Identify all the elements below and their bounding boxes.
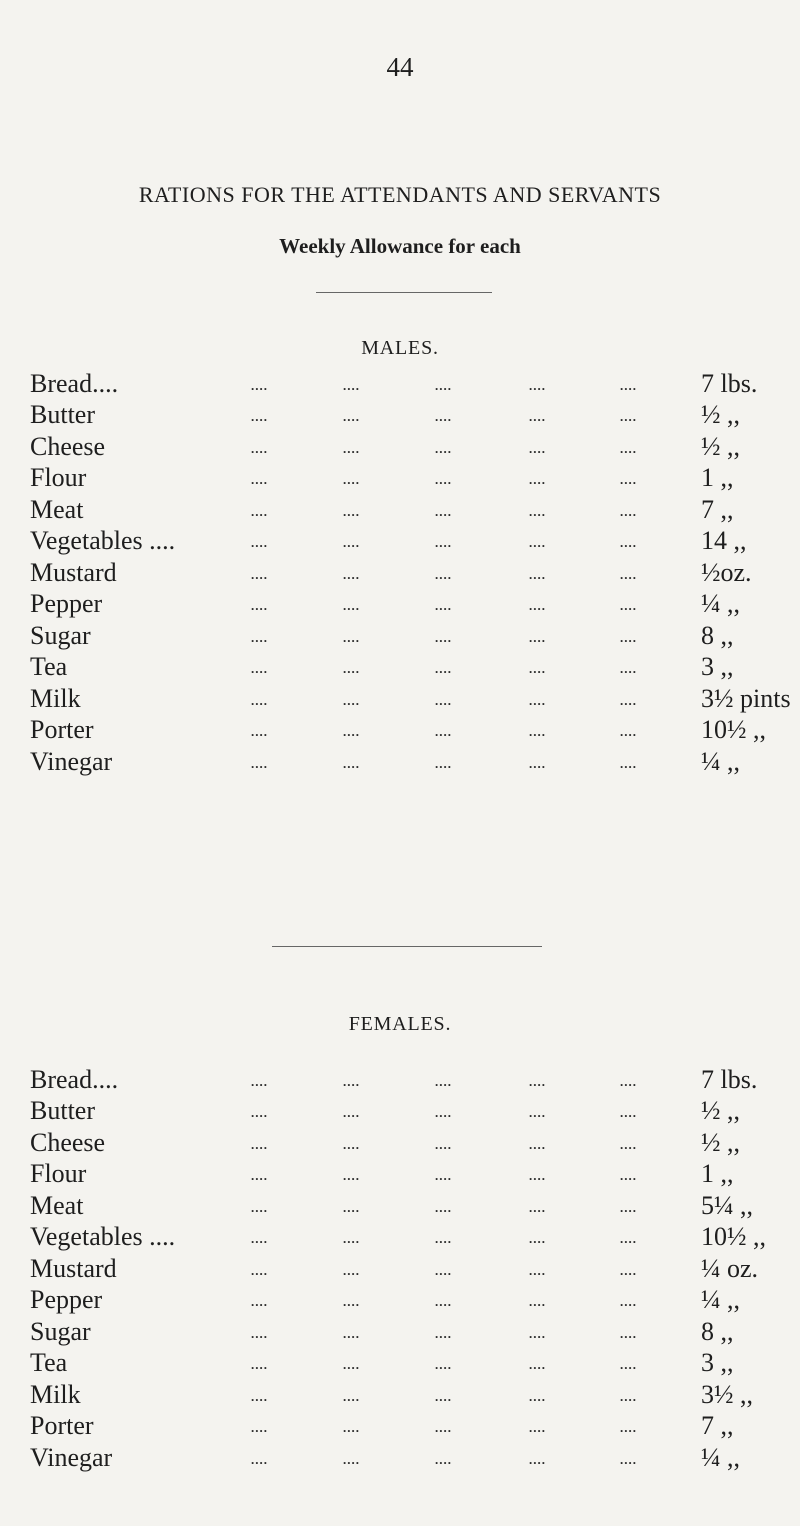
ration-row [30,1066,800,1098]
dot-leader: .... [620,661,637,676]
dot-leader: .... [251,598,268,613]
dot-leader: .... [435,692,452,708]
page-title: RATIONS FOR THE ATTENDANTS AND SERVANTS [138,182,662,207]
dot-leader: .... [529,629,546,645]
dot-leader: .... [343,1262,360,1278]
dot-leader: .... [620,1168,637,1183]
ration-row [30,1381,800,1413]
dot-leader: .... [435,503,452,519]
dot-leader: .... [529,661,546,676]
ration-row [30,465,800,497]
dot-leader: .... [529,1388,546,1404]
dot-leader: .... [251,440,268,456]
ration-quantity: ½ ,, [701,400,740,429]
dot-leader: .... [435,1073,452,1089]
dot-leader: .... [529,377,546,393]
ration-item: Butter [30,1096,95,1125]
ration-row [30,1192,800,1224]
dot-leader: .... [435,1199,452,1215]
dot-leader: .... [435,1325,452,1341]
ration-row [30,1413,800,1445]
ration-item: Mustard [30,557,117,587]
dot-leader: .... [343,1325,360,1341]
dot-leader: .... [343,440,360,456]
dot-leader: .... [343,503,360,519]
dot-leader: .... [435,1420,452,1435]
dot-leader: .... [620,535,637,550]
ration-quantity: 7 ,, [701,494,734,524]
dot-leader: .... [529,566,546,582]
dot-leader: .... [435,755,452,771]
dot-leader: .... [529,1262,546,1278]
dot-leader: .... [343,1168,360,1183]
ration-quantity: ½ ,, [701,431,740,461]
males-heading: MALES. [361,337,439,359]
dot-leader: .... [251,535,268,550]
dot-leader: .... [343,661,360,676]
dot-leader: .... [251,692,268,708]
dot-leader: .... [529,1231,546,1246]
dot-leader: .... [620,1357,637,1372]
dot-leader: .... [620,440,637,456]
ration-quantity: 3 ,, [701,652,734,681]
dot-leader: .... [529,1168,546,1183]
dot-leader: .... [620,1388,637,1404]
ration-quantity: ¼ ,, [701,1285,740,1314]
ration-row [30,622,800,654]
dot-leader: .... [343,724,360,739]
dot-leader: .... [251,1105,268,1120]
divider-rule [316,292,492,293]
dot-leader: .... [529,1420,546,1435]
dot-leader: .... [435,1262,452,1278]
dot-leader: .... [251,1294,268,1309]
dot-leader: .... [343,1199,360,1215]
dot-leader: .... [529,1325,546,1341]
dot-leader: .... [251,1199,268,1215]
ration-row [30,717,800,749]
dot-leader: .... [435,535,452,550]
dot-leader: .... [529,1294,546,1309]
ration-quantity: ¼ ,, [701,746,740,776]
dot-leader: .... [620,1073,637,1089]
ration-quantity: 3 ,, [701,1348,734,1377]
dot-leader: .... [620,503,637,519]
dot-leader: .... [343,598,360,613]
ration-item: Butter [30,400,95,429]
ration-quantity: 7 lbs. [701,1064,758,1094]
dot-leader: .... [435,377,452,393]
dot-leader: .... [251,1136,268,1152]
ration-item: Tea [30,652,68,681]
dot-leader: .... [251,724,268,739]
ration-quantity: 7 ,, [701,1411,734,1440]
dot-leader: .... [435,598,452,613]
dot-leader: .... [343,1073,360,1089]
ration-row [30,528,800,560]
ration-quantity: 5¼ ,, [701,1190,753,1220]
dot-leader: .... [251,377,268,393]
ration-item: Flour [30,463,87,492]
ration-row [30,1255,800,1287]
females-ration-table [30,1066,800,1476]
dot-leader: .... [529,1357,546,1372]
dot-leader: .... [251,1388,268,1404]
ration-quantity: 7 lbs. [701,368,758,398]
dot-leader: .... [435,1451,452,1467]
ration-item: Milk [30,1379,81,1409]
ration-row [30,433,800,465]
dot-leader: .... [343,566,360,582]
ration-item: Meat [30,1190,84,1220]
dot-leader: .... [251,1451,268,1467]
ration-quantity: 3½ pints [701,683,791,713]
dot-leader: .... [529,692,546,708]
dot-leader: .... [529,724,546,739]
ration-quantity: 8 ,, [701,620,734,650]
dot-leader: .... [529,409,546,424]
dot-leader: .... [620,1294,637,1309]
ration-item: Bread.... [30,1064,119,1094]
dot-leader: .... [435,724,452,739]
dot-leader: .... [529,1136,546,1152]
dot-leader: .... [343,535,360,550]
ration-row [30,402,800,434]
dot-leader: .... [343,629,360,645]
dot-leader: .... [343,1136,360,1152]
dot-leader: .... [435,409,452,424]
dot-leader: .... [343,692,360,708]
ration-quantity: 1 ,, [701,463,734,492]
ration-row [30,1318,800,1350]
ration-row [30,685,800,717]
dot-leader: .... [435,1136,452,1152]
dot-leader: .... [251,472,268,487]
dot-leader: .... [343,1357,360,1372]
ration-row [30,1224,800,1256]
ration-row [30,1161,800,1193]
dot-leader: .... [251,409,268,424]
ration-item: Vinegar [30,746,113,776]
dot-leader: .... [529,1073,546,1089]
dot-leader: .... [620,1325,637,1341]
dot-leader: .... [620,1420,637,1435]
dot-leader: .... [435,661,452,676]
ration-quantity: ¼ ,, [701,589,740,618]
dot-leader: .... [251,503,268,519]
dot-leader: .... [620,755,637,771]
ration-item: Bread.... [30,368,119,398]
dot-leader: .... [251,1420,268,1435]
dot-leader: .... [343,377,360,393]
dot-leader: .... [251,1073,268,1089]
dot-leader: .... [251,1231,268,1246]
dot-leader: .... [435,440,452,456]
dot-leader: .... [251,661,268,676]
dot-leader: .... [343,1231,360,1246]
dot-leader: .... [343,409,360,424]
dot-leader: .... [620,1199,637,1215]
ration-quantity: ¼ oz. [701,1253,759,1283]
ration-row [30,1444,800,1476]
dot-leader: .... [251,1357,268,1372]
dot-leader: .... [343,1451,360,1467]
dot-leader: .... [620,629,637,645]
ration-item: Porter [30,1411,94,1440]
dot-leader: .... [343,1420,360,1435]
ration-item: Vegetables .... [30,1222,176,1251]
dot-leader: .... [529,1199,546,1215]
dot-leader: .... [343,755,360,771]
ration-item: Vegetables .... [30,526,176,555]
dot-leader: .... [343,1388,360,1404]
ration-item: Vinegar [30,1442,113,1472]
ration-item: Flour [30,1159,87,1188]
ration-item: Milk [30,683,81,713]
dot-leader: .... [620,1451,637,1467]
dot-leader: .... [251,1325,268,1341]
dot-leader: .... [435,629,452,645]
divider-rule [272,946,542,947]
dot-leader: .... [620,598,637,613]
dot-leader: .... [435,1388,452,1404]
ration-row [30,1350,800,1382]
dot-leader: .... [435,1231,452,1246]
ration-row [30,654,800,686]
dot-leader: .... [343,1105,360,1120]
dot-leader: .... [620,1105,637,1120]
dot-leader: .... [343,1294,360,1309]
dot-leader: .... [620,692,637,708]
dot-leader: .... [251,1168,268,1183]
dot-leader: .... [435,566,452,582]
dot-leader: .... [620,377,637,393]
dot-leader: .... [529,503,546,519]
ration-quantity: 10½ ,, [701,715,766,744]
dot-leader: .... [251,755,268,771]
dot-leader: .... [620,1136,637,1152]
dot-leader: .... [529,440,546,456]
ration-quantity: 8 ,, [701,1316,734,1346]
ration-item: Cheese [30,431,106,461]
ration-item: Tea [30,1348,68,1377]
ration-item: Pepper [30,1285,103,1314]
dot-leader: .... [529,755,546,771]
males-ration-table [30,370,800,780]
page-number: 44 [386,52,414,82]
dot-leader: .... [620,409,637,424]
dot-leader: .... [529,472,546,487]
dot-leader: .... [251,629,268,645]
dot-leader: .... [620,472,637,487]
dot-leader: .... [529,1451,546,1467]
dot-leader: .... [529,535,546,550]
ration-quantity: 1 ,, [701,1159,734,1188]
dot-leader: .... [435,1105,452,1120]
dot-leader: .... [620,1231,637,1246]
dot-leader: .... [620,1262,637,1278]
ration-item: Meat [30,494,84,524]
dot-leader: .... [620,724,637,739]
ration-item: Sugar [30,620,91,650]
ration-row [30,496,800,528]
ration-row [30,559,800,591]
dot-leader: .... [435,1357,452,1372]
ration-row [30,1098,800,1130]
ration-quantity: 14 ,, [701,526,747,555]
ration-quantity: ½oz. [701,557,752,587]
ration-row [30,748,800,780]
females-heading: FEMALES. [348,1013,452,1035]
ration-item: Mustard [30,1253,117,1283]
ration-row [30,591,800,623]
ration-quantity: 3½ ,, [701,1379,753,1409]
ration-quantity: ½ ,, [701,1096,740,1125]
ration-quantity: ¼ ,, [701,1442,740,1472]
ration-row [30,1129,800,1161]
ration-row [30,1287,800,1319]
dot-leader: .... [343,472,360,487]
ration-item: Cheese [30,1127,106,1157]
ration-row [30,370,800,402]
dot-leader: .... [435,472,452,487]
dot-leader: .... [529,1105,546,1120]
ration-item: Pepper [30,589,103,618]
dot-leader: .... [620,566,637,582]
dot-leader: .... [251,1262,268,1278]
ration-item: Sugar [30,1316,91,1346]
dot-leader: .... [251,566,268,582]
page-subtitle: Weekly Allowance for each [279,234,521,258]
ration-quantity: 10½ ,, [701,1222,766,1251]
dot-leader: .... [529,598,546,613]
dot-leader: .... [435,1168,452,1183]
dot-leader: .... [435,1294,452,1309]
ration-quantity: ½ ,, [701,1127,740,1157]
ration-item: Porter [30,715,94,744]
